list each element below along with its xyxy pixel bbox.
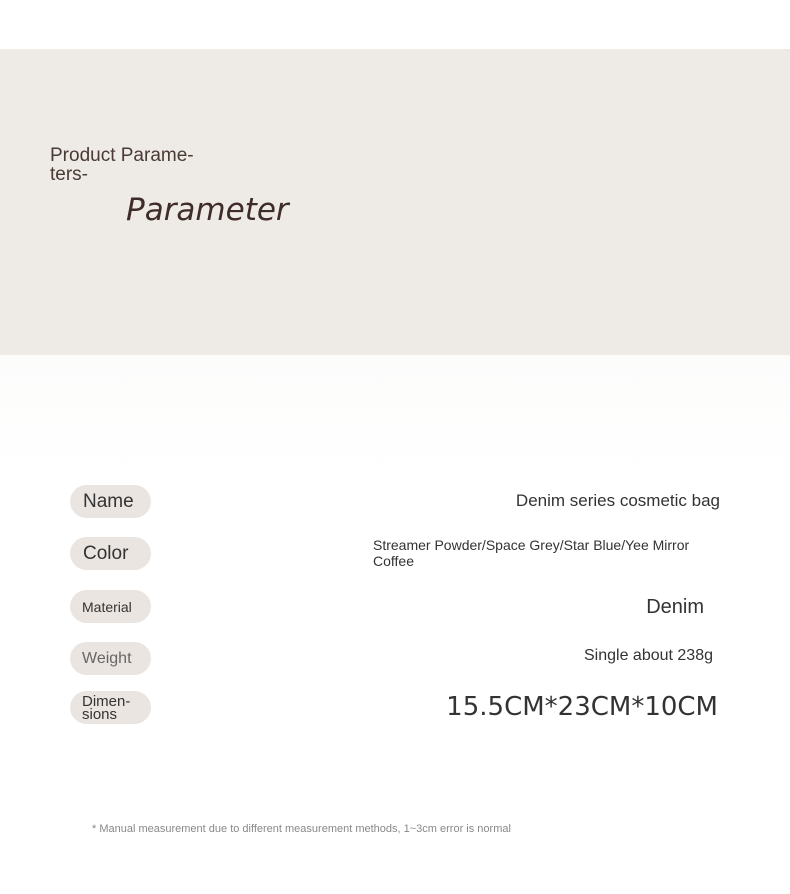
measurement-footnote: * Manual measurement due to different measurement methods, 1~3cm error is normal — [92, 823, 511, 835]
param-value-name: Denim series cosmetic bag — [515, 491, 720, 510]
param-value-dimensions: 15.5CM*23CM*10CM — [446, 692, 718, 722]
param-label-dimensions-line2: sions — [82, 705, 118, 723]
param-value-color-line2: Coffee — [373, 553, 414, 569]
param-label-material: Material — [70, 590, 151, 623]
param-label-dimensions — [70, 691, 151, 724]
params-section — [0, 355, 790, 894]
banner-title-line1: Product Parame- — [50, 145, 194, 166]
banner-title-line2: ters- — [50, 164, 88, 185]
param-value-material: Denim — [646, 596, 704, 618]
param-value-weight: Single about 238g — [584, 647, 713, 664]
param-value-color-line1: Streamer Powder/Space Grey/Star Blue/Yee Mirror — [373, 537, 690, 553]
param-label-weight: Weight — [70, 642, 151, 675]
param-value-color — [373, 537, 689, 569]
banner-title — [50, 146, 220, 184]
param-label-dimensions-line1: Dimen- — [82, 692, 131, 710]
banner-subtitle: Parameter — [126, 192, 289, 228]
param-label-color: Color — [70, 537, 151, 570]
param-label-name: Name — [70, 485, 151, 518]
header-banner — [0, 49, 790, 355]
